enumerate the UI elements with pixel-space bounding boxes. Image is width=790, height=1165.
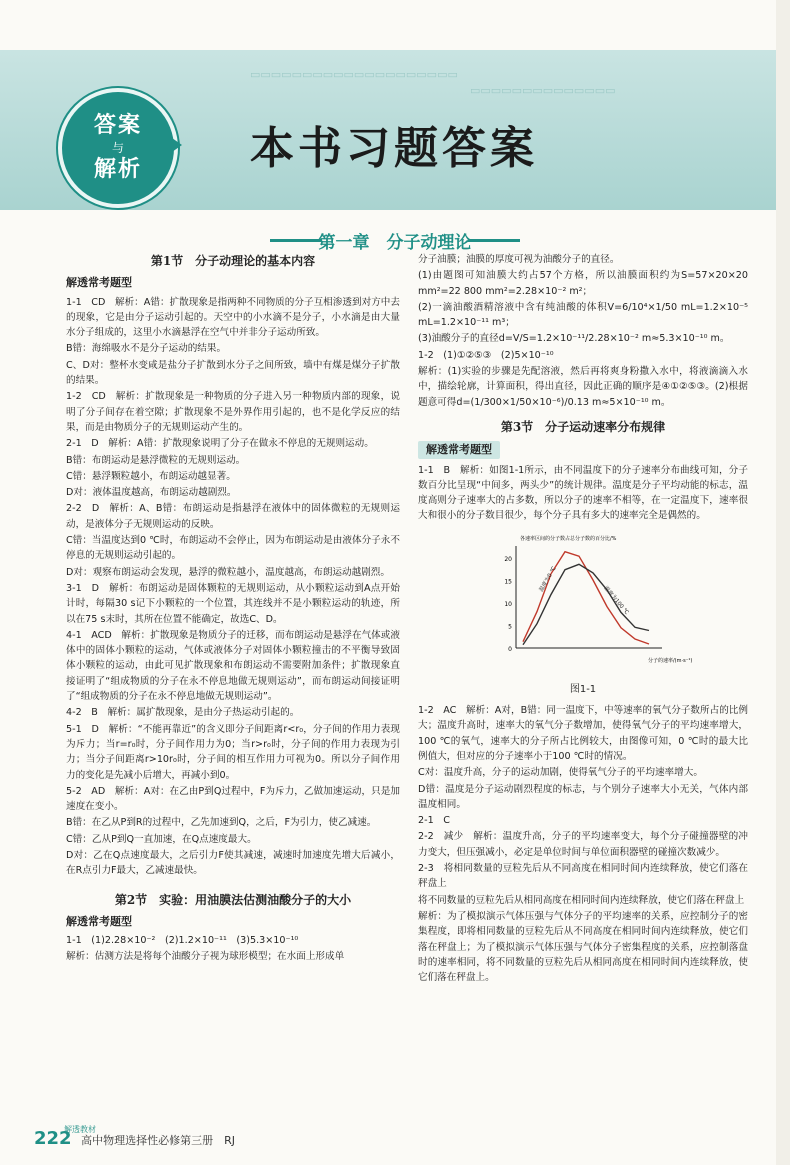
badge-arrow-icon	[172, 138, 182, 152]
answer-paragraph: 1-2 (1)①②⑤③ (2)5×10⁻¹⁰	[418, 349, 554, 361]
book-title: 高中物理选择性必修第三册 RJ	[81, 1134, 235, 1147]
subtitle-label: 解透常考题型	[66, 914, 132, 928]
answer-paragraph: D对：观察布朗运动会发现，悬浮的微粒越小，温度越高，布朗运动越剧烈。	[66, 566, 390, 578]
series-line-2	[523, 564, 649, 645]
series-label-1: 温度为0 ℃	[538, 565, 558, 593]
chapter-title: 第一章 分子动理论	[318, 233, 472, 253]
answer-paragraph: 2-1 D 解析：A错：扩散现象说明了分子在做永不停息的无规则运动。	[66, 438, 374, 450]
answer-paragraph: C对：温度升高，分子的运动加剧，使得氧气分子的平均速率增大。	[418, 767, 703, 779]
section-1-subtitle	[66, 275, 400, 290]
y-tick-label: 10	[504, 600, 512, 608]
header-background-texture: ▭▭▭▭▭▭▭▭▭▭▭▭▭▭▭▭▭▭▭▭	[250, 68, 458, 81]
speed-distribution-chart	[488, 530, 693, 680]
chapter-heading	[230, 228, 560, 253]
answer-paragraph: (1)由题图可知油膜大约占57个方格，所以油膜面积约为S=57×20×20 mm²=22 800 mm²=2.28×10⁻² m²；	[418, 270, 748, 297]
answer-paragraph: 3-1 D 解析：布朗运动是固体颗粒的无规则运动，从小颗粒运动到A点开始计时，每隔30 s记下小颗粒的一个位置，其连线并不是小颗粒运动的轨迹，所以在75 s末时，其所在位置不能确定，故选C、D。	[66, 582, 400, 625]
answer-paragraph: (3)油酸分子的直径d=V/S=1.2×10⁻¹¹/2.28×10⁻² m≈5.3×10⁻¹⁰ m。	[418, 333, 730, 345]
answer-paragraph: B错：布朗运动是悬浮微粒的无规则运动。	[66, 454, 246, 466]
y-axis-label: 各速率区间的分子数占总分子数的百分比/%	[520, 535, 617, 542]
right-column	[418, 252, 748, 986]
answer-paragraph: C错：当温度达到0 ℃时，布朗运动不会停止，因为布朗运动是由液体分子永不停息的无规则运动引起的。	[66, 535, 400, 562]
subtitle-label: 解透常考题型	[66, 276, 132, 290]
answer-paragraph: 2-2 减少 解析：温度升高，分子的平均速率变大，每个分子碰撞器壁的冲力变大，但压强减小，必定是单位时间与单位面积器壁的碰撞次数减少。	[418, 831, 748, 858]
answer-paragraph: 分子油膜；油膜的厚度可视为油酸分子的直径。	[418, 254, 620, 265]
answer-paragraph: 1-1 (1)2.28×10⁻² (2)1.2×10⁻¹¹ (3)5.3×10⁻¹⁰	[66, 935, 299, 947]
section-2-title: 第2节 实验：用油膜法估测油酸分子的大小	[114, 892, 352, 907]
answer-paragraph: 5-1 D 解析：“不能再靠近”的含义即分子间距离r<r₀，分子间的作用力表现为斥力；当r=r₀时，分子间作用力为0；当r>r₀时，分子间的作用力表现为引力；当分子间距离r>10r₀时，分子间的相互作用力可视为0。所以分子间作用力的变化是先减小后增大，再减小到0。	[66, 723, 400, 781]
chapter-rule-right	[468, 239, 520, 242]
answer-paragraph: D对：液体温度越高，布朗运动越剧烈。	[66, 487, 237, 499]
answer-paragraph: B错：在乙从P到R的过程中，乙先加速到Q，之后，F为引力，使乙减速。	[66, 817, 377, 829]
answer-paragraph: 1-1 B 解析：如图1-1所示，由不同温度下的分子速率分布曲线可知，分子数百分比呈现“中间多，两头少”的统计规律。温度是分子平均动能的标志，温度高则分子速率大的占多数，所以分子的速率不相等，在一定温度下，速率很大和很小的分子数目很少，每个分子具有多大的速率完全是偶然的。	[418, 464, 748, 522]
figure-1-1	[488, 530, 693, 680]
answer-paragraph: (2)一滴油酸酒精溶液中含有纯油酸的体积V=6/10⁴×1/50 mL=1.2×10⁻⁵ mL=1.2×10⁻¹¹ m³；	[418, 301, 748, 329]
section-2-answers-cont	[418, 252, 748, 410]
left-column	[66, 252, 400, 966]
section-1-title: 第1节 分子动理论的基本内容	[150, 254, 316, 268]
x-axis-label: 分子的速率/(m·s⁻¹)	[648, 657, 693, 664]
header-background-texture-2: ▭▭▭▭▭▭▭▭▭▭▭▭▭▭	[470, 84, 616, 97]
page-title: 本书习题答案	[250, 123, 538, 174]
section-3-answers-b	[418, 703, 748, 985]
subtitle-label: 解透常考题型	[418, 441, 500, 458]
badge-line-1: 答案	[93, 113, 142, 138]
page-top-margin	[0, 0, 790, 20]
answer-paragraph: 2-3 将相同数量的豆粒先后从不同高度在相同时间内连续释放，使它们落在秤盘上	[418, 863, 748, 890]
y-tick-label: 15	[504, 578, 512, 586]
chapter-rule-left	[270, 239, 322, 242]
y-tick-label: 20	[504, 555, 512, 563]
answer-paragraph: 1-2 CD 解析：扩散现象是一种物质的分子进入另一种物质内部的现象，说明了分子间存在着空隙；扩散现象不是外界作用引起的，也不是化学反应的结果，而是由物质分子的无规则运动产生的。	[66, 391, 400, 433]
section-3-subtitle	[418, 441, 748, 458]
answer-paragraph: 4-1 ACD 解析：扩散现象是物质分子的迁移，而布朗运动是悬浮在气体或液体中的固体小颗粒的运动，气体或液体分子对固体小颗粒撞击的不平衡导致固体小颗粒的运动，由此可见扩散现象和布朗运动不需要附加条件；扩散现象直接证明了“组成物质的分子在永不停息地做无规则运动”，而布朗运动间接证明了“组成物质的分子在永不停息地做无规则运动”。	[66, 629, 400, 703]
answer-paragraph: C错：乙从P到Q一直加速，在Q点速度最大。	[66, 833, 257, 845]
answer-paragraph: 解析：(1)实验的步骤是先配溶液，然后再将爽身粉撒入水中，将液滴滴入水中，描绘轮廓，计算面积，得出直径，因此正确的顺序是④①②⑤③。(2)根据题意可得d=(1/300×1/50×10⁻⁶)/0.13 m≈5×10⁻¹⁰ m。	[418, 366, 748, 408]
answer-paragraph: C、D对：整杯水变咸是盐分子扩散到水分子之间所致，墙中有煤是煤分子扩散的结果。	[66, 359, 400, 387]
page-number: 222	[34, 1128, 72, 1149]
section-1-answers	[66, 295, 400, 879]
answer-paragraph: D对：乙在Q点速度最大，之后引力F使其减速，减速时加速度先增大后减小，在R点引力F最大，乙减速最快。	[66, 849, 400, 877]
badge-line-2: 与	[111, 141, 124, 155]
answer-paragraph: 解析：估测方法是将每个油酸分子视为球形模型；在水面上形成单	[66, 951, 345, 963]
answer-paragraph: D错：温度是分子运动剧烈程度的标志，与个别分子速率大小无关，气体内部温度相同。	[418, 783, 748, 810]
answer-paragraph: B错：海绵吸水不是分子运动的结果。	[66, 343, 227, 355]
section-2-answers	[66, 933, 400, 965]
series-line-1	[523, 551, 649, 643]
figure-caption: 图1-1	[569, 683, 597, 695]
answer-paragraph: 2-2 D 解析：A、B错：布朗运动是指悬浮在液体中的固体微粒的无规则运动，是液体分子无规则运动的反映。	[66, 503, 400, 530]
answer-paragraph: 解析：为了模拟演示气体压强与气体分子的平均速率的关系，应控制分子的密集程度，即将相同数量的豆粒先后从不同高度在相同时间内连续释放，使它们落在秤盘上；为了模拟演示气体压强与气体分子密集程度的关系，应控制落盘时的速率相同，将不同数量的豆粒先后从相同高度在相同时间内连续释放，使它们落在秤盘上。	[418, 910, 748, 984]
y-tick-label: 0	[508, 645, 512, 653]
answer-paragraph: 4-2 B 解析：属扩散现象，是由分子热运动引起的。	[66, 707, 300, 719]
page-footer	[34, 1125, 235, 1149]
section-3-answers-a	[418, 463, 748, 524]
answer-paragraph: 5-2 AD 解析：A对：在乙由P到Q过程中，F为斥力，乙做加速运动，只是加速度在变小。	[66, 785, 400, 813]
page-edge	[776, 0, 790, 1165]
answer-paragraph: 1-1 CD 解析：A错：扩散现象是指两种不同物质的分子互相渗透到对方中去的现象，它是由分子运动引起的。天空中的小水滴不是分子，小水滴是由大量水分子组成的，这里小水滴悬浮在空气中并非分子运动所致。	[66, 296, 400, 339]
answer-analysis-badge	[58, 88, 178, 208]
answer-paragraph: C错：悬浮颗粒越小，布朗运动越显著。	[66, 470, 236, 482]
badge-line-3: 解析	[93, 157, 142, 182]
answer-paragraph: 2-1 C	[418, 815, 450, 827]
answer-paragraph: 将不同数量的豆粒先后从相同高度在相同时间内连续释放，使它们落在秤盘上	[418, 894, 745, 906]
answer-paragraph: 1-2 AC 解析：A对，B错：同一温度下，中等速率的氧气分子数所占的比例大；温度升高时，速率大的氧气分子数增加，使得氧气分子的平均速率增大，100 ℃的氧气，速率大的分子所占比例较大，由图像可知，0 ℃时的最大比例值大，但对应的分子速率小于100 ℃时的情况。	[418, 705, 748, 762]
section-2-subtitle	[66, 914, 400, 929]
section-3-title: 第3节 分子运动速率分布规律	[500, 419, 666, 434]
footer-tag: 解透教材	[64, 1125, 96, 1134]
y-tick-label: 5	[508, 623, 512, 631]
series-label-2: 温度为100 ℃	[602, 585, 630, 616]
